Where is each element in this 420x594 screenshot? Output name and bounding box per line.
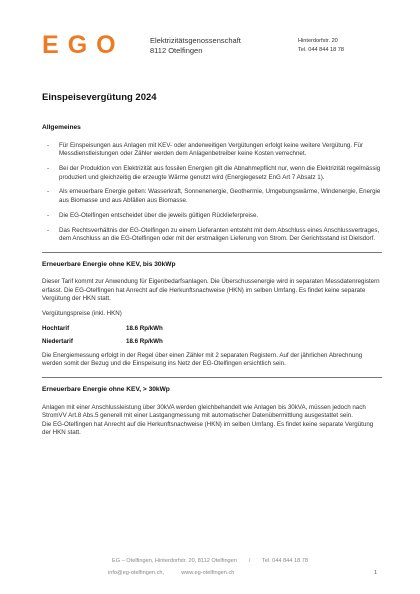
section-heading-large-plants: Erneuerbare Energie ohne KEV, > 30kWp <box>42 386 170 394</box>
large-plants-paragraph: Anlagen mit einer Anschlussleistung über 30kVA werden gleichbehandelt wie Anlagen bis 30kVA, müssen jedoch nach StromVV Art.8 Abs.5 generell mit einer Lastgangmessung mit automatischer Datenübermittlung ausgestattet sein. <box>42 403 366 420</box>
footer-email[interactable]: info@eg-otelfingen.ch, <box>108 570 165 576</box>
tariff-value: 18.6 Rp/kWh <box>126 324 163 332</box>
list-item: - Bei der Produktion von Elektrizität aus fossilen Energien gilt die Abnahmepflicht nur, wenn die Elektrizität regelmässig produziert und gleichzeitig die erzeugte Wärme genutzt wird (Energiegesetz EnG Art 7 Absatz 1). <box>42 165 382 182</box>
metering-paragraph: Die Energiemessung erfolgt in der Regel über einen Zähler mit 2 separaten Registern. Auf der jährlichen Abrechnung werden somit der Bezug und die Einspeisung ins Netz der EG-Otelfingen ersichtlich sein. <box>42 351 363 368</box>
phone-number: Tel. 044 844 18 78 <box>298 47 345 53</box>
logo-letter-g: G <box>67 31 88 59</box>
document-title: Einspeisevergütung 2024 <box>42 92 157 103</box>
list-item: - Als erneuerbare Energie gelten: Wasserkraft, Sonnenenergie, Geothermie, Umgebungswärme, Windenergie, Energie aus Biomasse und aus Abfällen aus Biomasse. <box>42 188 382 205</box>
page-number: 1 <box>374 570 378 576</box>
ego-logo <box>42 33 116 58</box>
hkn-paragraph: Die EG-Otelfingen hat Anrecht auf die Herkunftsnachweise (HKN) im selben Umfang. Es findet keine separate Vergütung der HKN statt. <box>42 420 374 437</box>
footer-address-line <box>112 558 308 564</box>
section-heading-small-plants: Erneuerbare Energie ohne KEV, bis 30kWp <box>42 260 176 268</box>
footer-phone: Tel. 044 844 18 78 <box>261 558 308 564</box>
tariff-row-high <box>42 325 382 334</box>
tariff-name: Hochtarif <box>42 324 70 332</box>
footer-address: EG – Otelfingen, Hinterdorfstr. 20, 8112 Otelfingen <box>112 558 237 564</box>
org-name: Elektrizitätsgenossenschaft <box>150 36 241 45</box>
list-item: - Für Einspeisungen aus Anlagen mit KEV- oder anderweitigen Vergütungen erfolgt keine weitere Vergütung. Für Messdienstleistungen oder Zähler werden dem Anlagenbetreiber keine Kosten verrechnet. <box>42 142 382 159</box>
logo-letter-o: O <box>96 31 116 59</box>
logo-letter-e: E <box>42 31 59 59</box>
divider <box>42 252 382 253</box>
address-block <box>298 37 344 55</box>
small-plants-paragraph: Dieser Tarif kommt zur Anwendung für Eigenbedarfsanlagen. Die Überschussenergie wird in separaten Messdatenregistern erfasst. Die EG-Otelfingen hat Anrecht auf die Herkunftsnachweise (HKN) im selben Umfang. Es findet keine separate Vergütung der HKN statt. <box>42 278 380 303</box>
divider <box>42 377 382 378</box>
list-item: - Das Rechtsverhältnis der EG-Otelfingen zu einem Lieferanten entsteht mit dem Abschluss eines Anschlussvertrages, dem Anschluss an die EG-Otelfingen oder mit der erstmaligen Lieferung von Strom. Der Gerichtsstand ist Dielsdorf. <box>42 227 382 244</box>
street-address: Hinterdorfstr. 20 <box>298 38 338 44</box>
org-city: 8112 Otelfingen <box>150 46 203 55</box>
tariff-row-low <box>42 338 382 347</box>
footer-website[interactable]: www.eg-otelfingen.ch <box>181 570 235 576</box>
general-bullet-list <box>42 142 382 244</box>
section-heading-general: Allgemeines <box>42 124 81 131</box>
tariff-value: 18.6 Rp/kWh <box>126 338 163 346</box>
footer-separator: / <box>248 558 251 564</box>
tariff-name: Niedertarif <box>42 338 73 346</box>
prices-label: Vergütungspreise (inkl. HKN) <box>42 310 122 318</box>
organization-block <box>150 36 241 56</box>
list-item: - Die EG-Otelfingen entscheidet über die jeweils gültigen Rücklieferpreise. <box>42 212 382 221</box>
footer-contact-line <box>108 570 234 576</box>
document-body <box>42 124 382 444</box>
